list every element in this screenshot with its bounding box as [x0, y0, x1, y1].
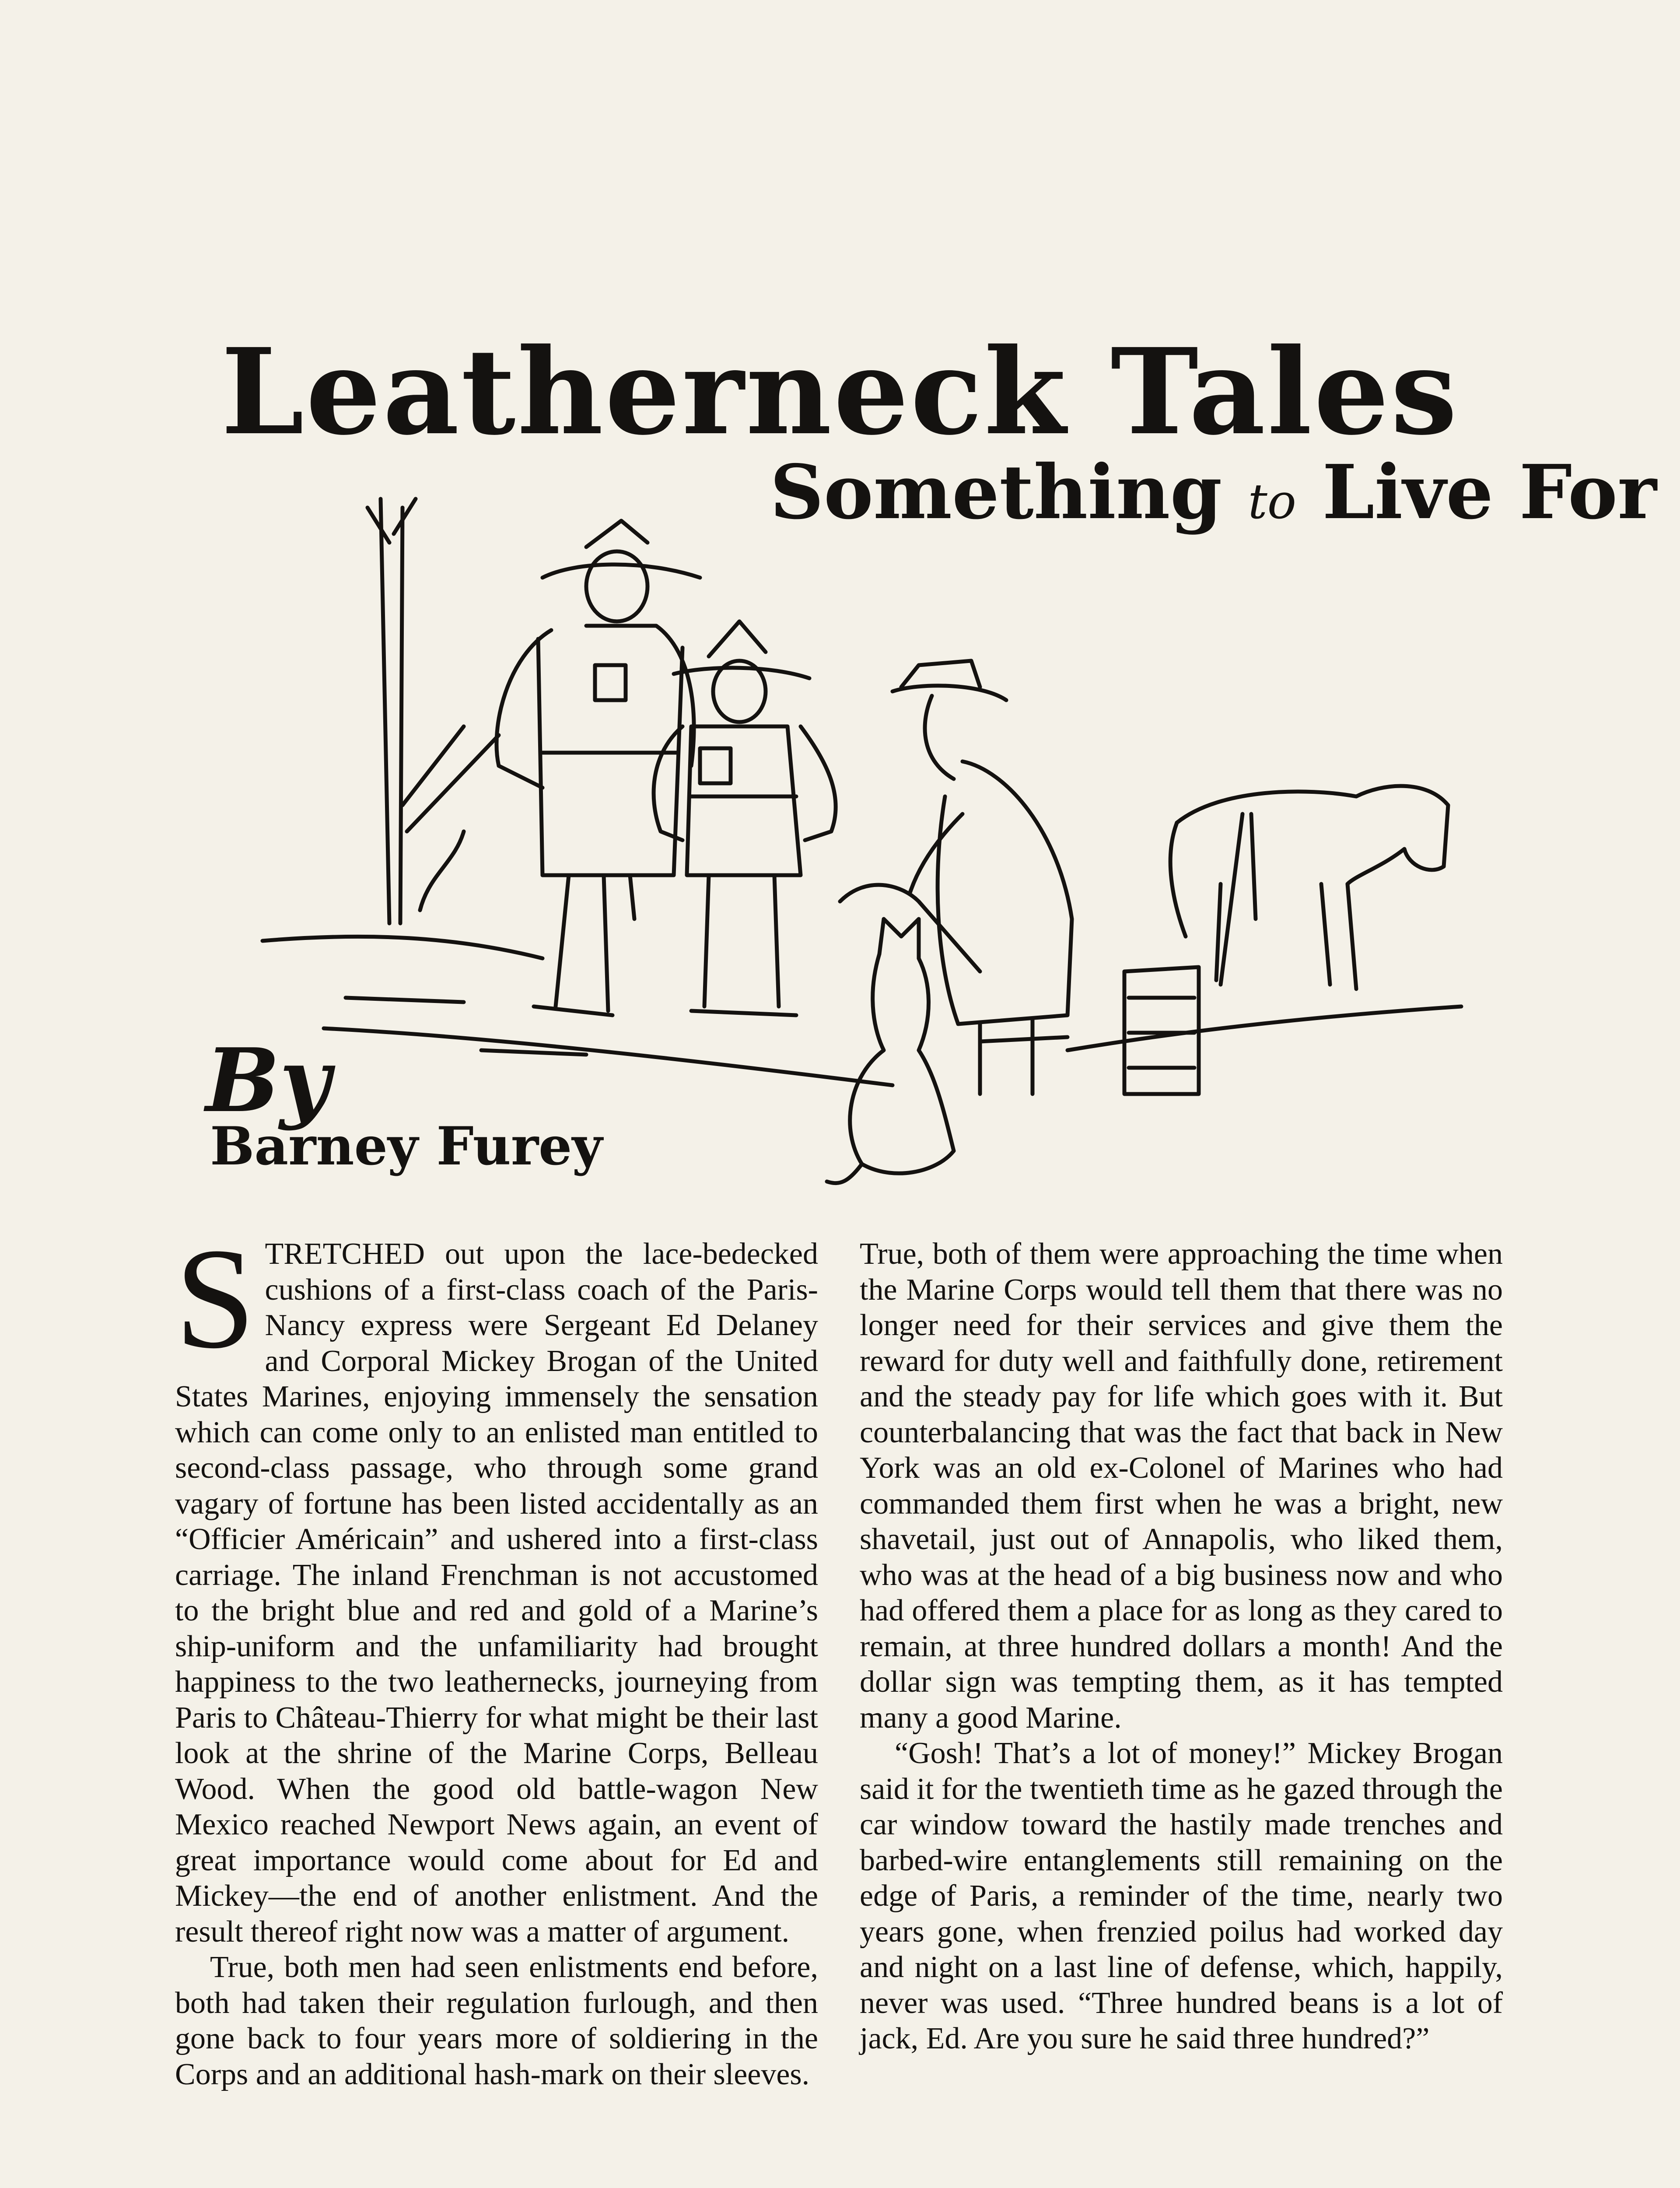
drop-cap: S: [175, 1219, 256, 1378]
paragraph-1: [175, 1219, 818, 1950]
paragraph-3: True, both of them were approaching the time when the Marine Corps would tell them that there was no longer need for their services and give them the reward for duty well and faithfully done, retirement and the steady pay for life which goes with it. But counterbalancing that was the fact that back in New York was an old ex-Colonel of Marines who had commanded them first when he was a bright, new shavetail, just out of Annapolis, who liked them, who was at the head of a big business now and who had offered them a place for as long as they cared to remain, at three hundred dollars a month! And the dollar sign was tempting them, as it has tempted many a good Marine.: [860, 1237, 1503, 1735]
byline-by: By: [206, 1029, 331, 1132]
paragraph-1-text: TRETCHED out upon the lace-bedecked cushions of a first-class coach of the Paris-Nancy express were Sergeant Ed Delaney and Corporal Mickey Brogan of the United States Marines, enjoying immensely the sensation which can come only to an enlisted man entitled to second-class passage, who through some grand vagary of fortune has been listed accidentally as an “Officier Américain” and ushered into a first-class carriage. The inland Frenchman is not accustomed to the bright blue and red and gold of a Marine’s ship-uniform and the unfamiliarity had brought happiness to the two leathernecks, journeying from Paris to Château-Thierry for what might be their last look at the shrine of the Marine Corps, Belleau Wood. When the good old battle-wagon New Mexico reached Newport News again, an event of great importance would come about for Ed and Mickey—the end of another enlistment. And the result thereof right now was a matter of argument.: [175, 1237, 818, 1949]
article-column-left: [175, 1219, 818, 2092]
article-title: Leatherneck Tales: [221, 322, 1459, 461]
byline-author: Barney Furey: [210, 1115, 603, 1177]
article-column-right: [860, 1236, 1503, 2057]
illustration-marines-farmer-horse-dog: [236, 481, 1470, 1190]
subtitle-part-1: Something: [770, 449, 1222, 536]
subtitle-part-2: to: [1248, 473, 1296, 529]
paragraph-4: “Gosh! That’s a lot of money!” Mickey Brogan said it for the twentieth time as he gazed through the car window toward the hastily made trenches and barbed-wire entanglements still remaining on the edge of Paris, a reminder of the time, nearly two years gone, when frenzied poilus had worked day and night on a last line of defense, which, happily, never was used. “Three hundred beans is a lot of jack, Ed. Are you sure he said three hundred?”: [860, 1736, 1503, 2055]
paragraph-2: True, both men had seen enlistments end before, both had taken their regulation furlough, and then gone back to four years more of soldiering in the Corps and an additional hash-mark on their sleeves.: [175, 1950, 818, 2091]
subtitle-part-3: Live For: [1322, 449, 1657, 536]
